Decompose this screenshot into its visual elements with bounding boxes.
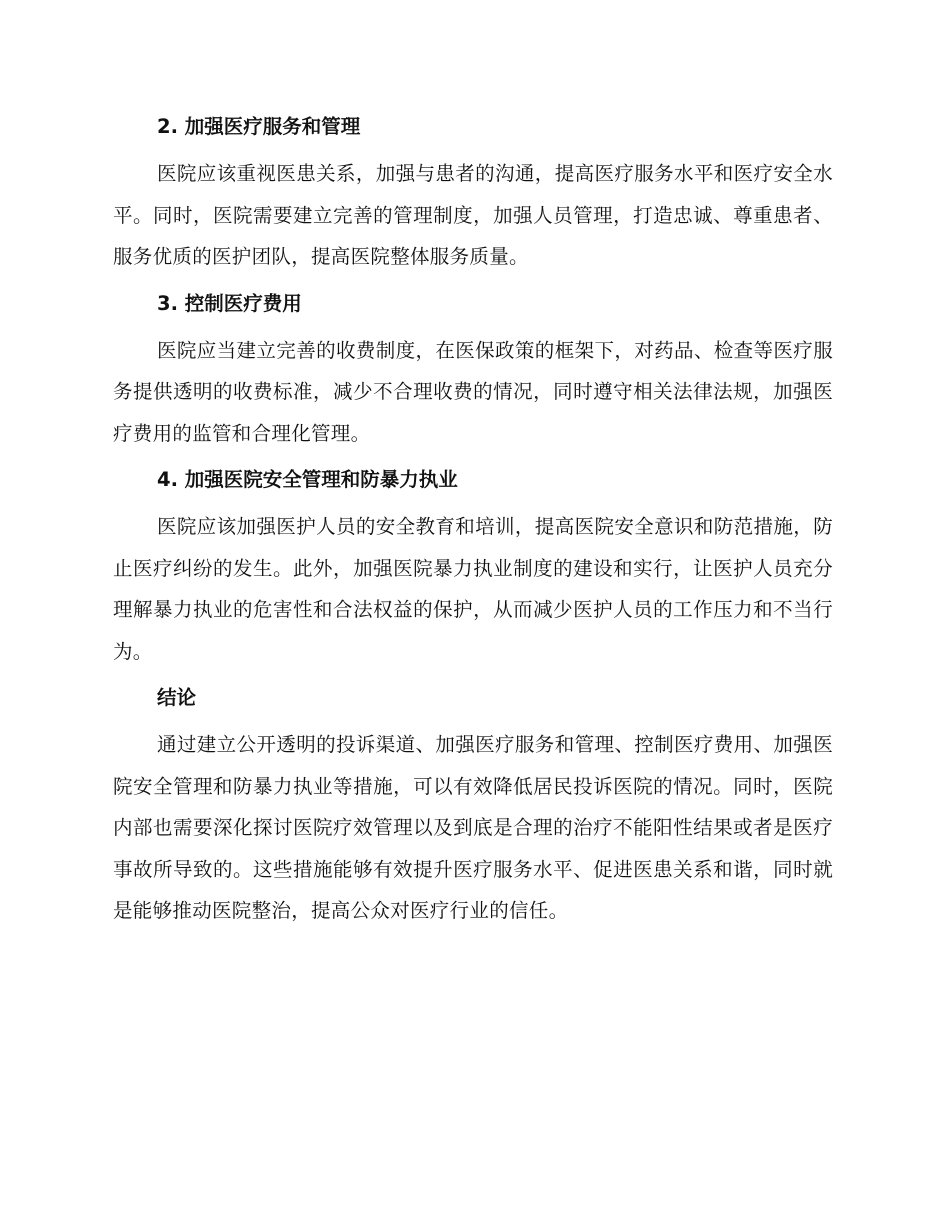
section-heading-safety-management: 4. 加强医院安全管理和防暴力执业: [157, 468, 458, 491]
section-heading-service-management: 2. 加强医疗服务和管理: [157, 115, 361, 138]
section-heading-conclusion: 结论: [157, 686, 197, 709]
section-body-service-management: 医院应该重视医患关系，加强与患者的沟通，提高医疗服务水平和医疗安全水平。同时，医院需要建立完善的管理制度，加强人员管理，打造忠诚、尊重患者、服务优质的医护团队，提高医院整体服务质量。: [113, 162, 833, 268]
section-body-cost-control: 医院应当建立完善的收费制度，在医保政策的框架下，对药品、检查等医疗服务提供透明的收费标准，减少不合理收费的情况，同时遵守相关法律法规，加强医疗费用的监管和合理化管理。: [113, 338, 833, 445]
section-body-safety-management: 医院应该加强医护人员的安全教育和培训，提高医院安全意识和防范措施，防止医疗纠纷的发生。此外，加强医院暴力执业制度的建设和实行，让医护人员充分理解暴力执业的危害性和合法权益的保护，从而减少医护人员的工作压力和不当行为。: [113, 515, 833, 663]
document-page: [113, 108, 833, 932]
section-body-conclusion: 通过建立公开透明的投诉渠道、加强医疗服务和管理、控制医疗费用、加强医院安全管理和防暴力执业等措施，可以有效降低居民投诉医院的情况。同时，医院内部也需要深化探讨医院疗效管理以及到底是合理的治疗不能阳性结果或者是医疗事故所导致的。这些措施能够有效提升医疗服务水平、促进医患关系和谐，同时就是能够推动医院整治，提高公众对医疗行业的信任。: [113, 733, 833, 922]
section-heading-cost-control: 3. 控制医疗费用: [157, 291, 302, 315]
